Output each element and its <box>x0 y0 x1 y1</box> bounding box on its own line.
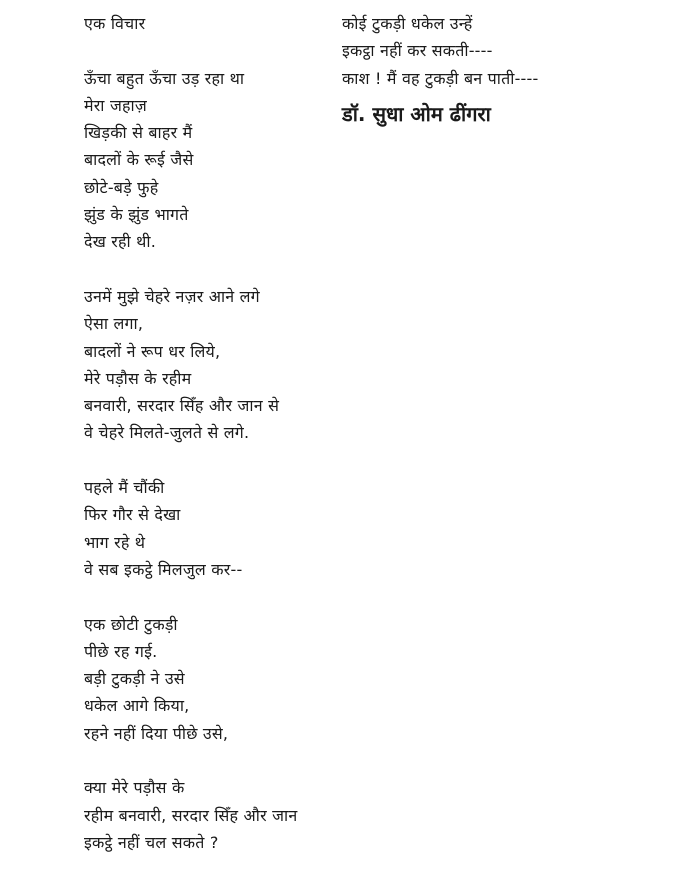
poem-line: मेरा जहाज़ <box>84 95 147 115</box>
stanza-1 <box>84 65 334 256</box>
poem-line: पीछे रह गई. <box>84 641 158 661</box>
stanza-gap <box>84 747 334 774</box>
poem-line: बादलों ने रूप धर लिये, <box>84 341 221 361</box>
poem-line: फिर गौर से देखा <box>84 505 181 525</box>
poem-line: काश ! मैं वह टुकड़ी बन पाती---- <box>342 68 539 88</box>
poem-line: पहले मैं चौंकी <box>84 478 165 498</box>
poem-line: बादलों के रूई जैसे <box>84 150 194 170</box>
poem-line: इकट्ठे नहीं चल सकते ? <box>84 832 219 852</box>
poem-line: बड़ी टुकड़ी ने उसे <box>84 669 185 689</box>
poem-line: देख रही थी. <box>84 232 156 252</box>
stanza-5 <box>84 774 334 856</box>
poem-line: इकट्ठा नहीं कर सकती---- <box>342 41 493 61</box>
stanza-gap <box>84 447 334 474</box>
poem-line: ऊँचा बहुत ऊँचा उड़ रहा था <box>84 68 245 88</box>
poem-line: रहने नहीं दिया पीछे उसे, <box>84 723 229 743</box>
poem-line: झुंड के झुंड भागते <box>84 205 189 225</box>
poem-line: कोई टुकड़ी धकेल उन्हें <box>342 14 473 33</box>
stanza-3 <box>84 474 334 583</box>
poem-line: क्या मेरे पड़ौस के <box>84 778 185 798</box>
poem-line: छोटे-बड़े फुहे <box>84 177 159 197</box>
stanza-2 <box>84 283 334 447</box>
stanza-gap <box>84 37 334 64</box>
poem-line: मेरे पड़ौस के रहीम <box>84 368 192 388</box>
poem-line: रहीम बनवारी, सरदार सिँह और जान <box>84 805 298 825</box>
stanza-gap <box>84 256 334 283</box>
poem-line: भाग रहे थे <box>84 532 146 552</box>
poem-line: उनमें मुझे चेहरे नज़र आने लगे <box>84 286 260 306</box>
poem-line: धकेल आगे किया, <box>84 696 190 716</box>
poem-line: ऐसा लगा, <box>84 314 144 334</box>
stanza-gap <box>84 583 334 610</box>
poem-line: बनवारी, सरदार सिँह और जान से <box>84 396 280 416</box>
poem-right-column <box>342 10 682 128</box>
stanza-4 <box>84 611 334 747</box>
poem-line: एक छोटी टुकड़ी <box>84 614 178 634</box>
poem-line: वे सब इकट्ठे मिलजुल कर-- <box>84 559 243 579</box>
poem-left-column <box>84 10 334 856</box>
poem-title: एक विचार <box>84 14 146 33</box>
poem-line: वे चेहरे मिलते-जुलते से लगे. <box>84 423 250 443</box>
poem-line: खिड़की से बाहर मैं <box>84 123 193 143</box>
author-name: डॉ. सुधा ओम ढींगरा <box>342 101 491 126</box>
